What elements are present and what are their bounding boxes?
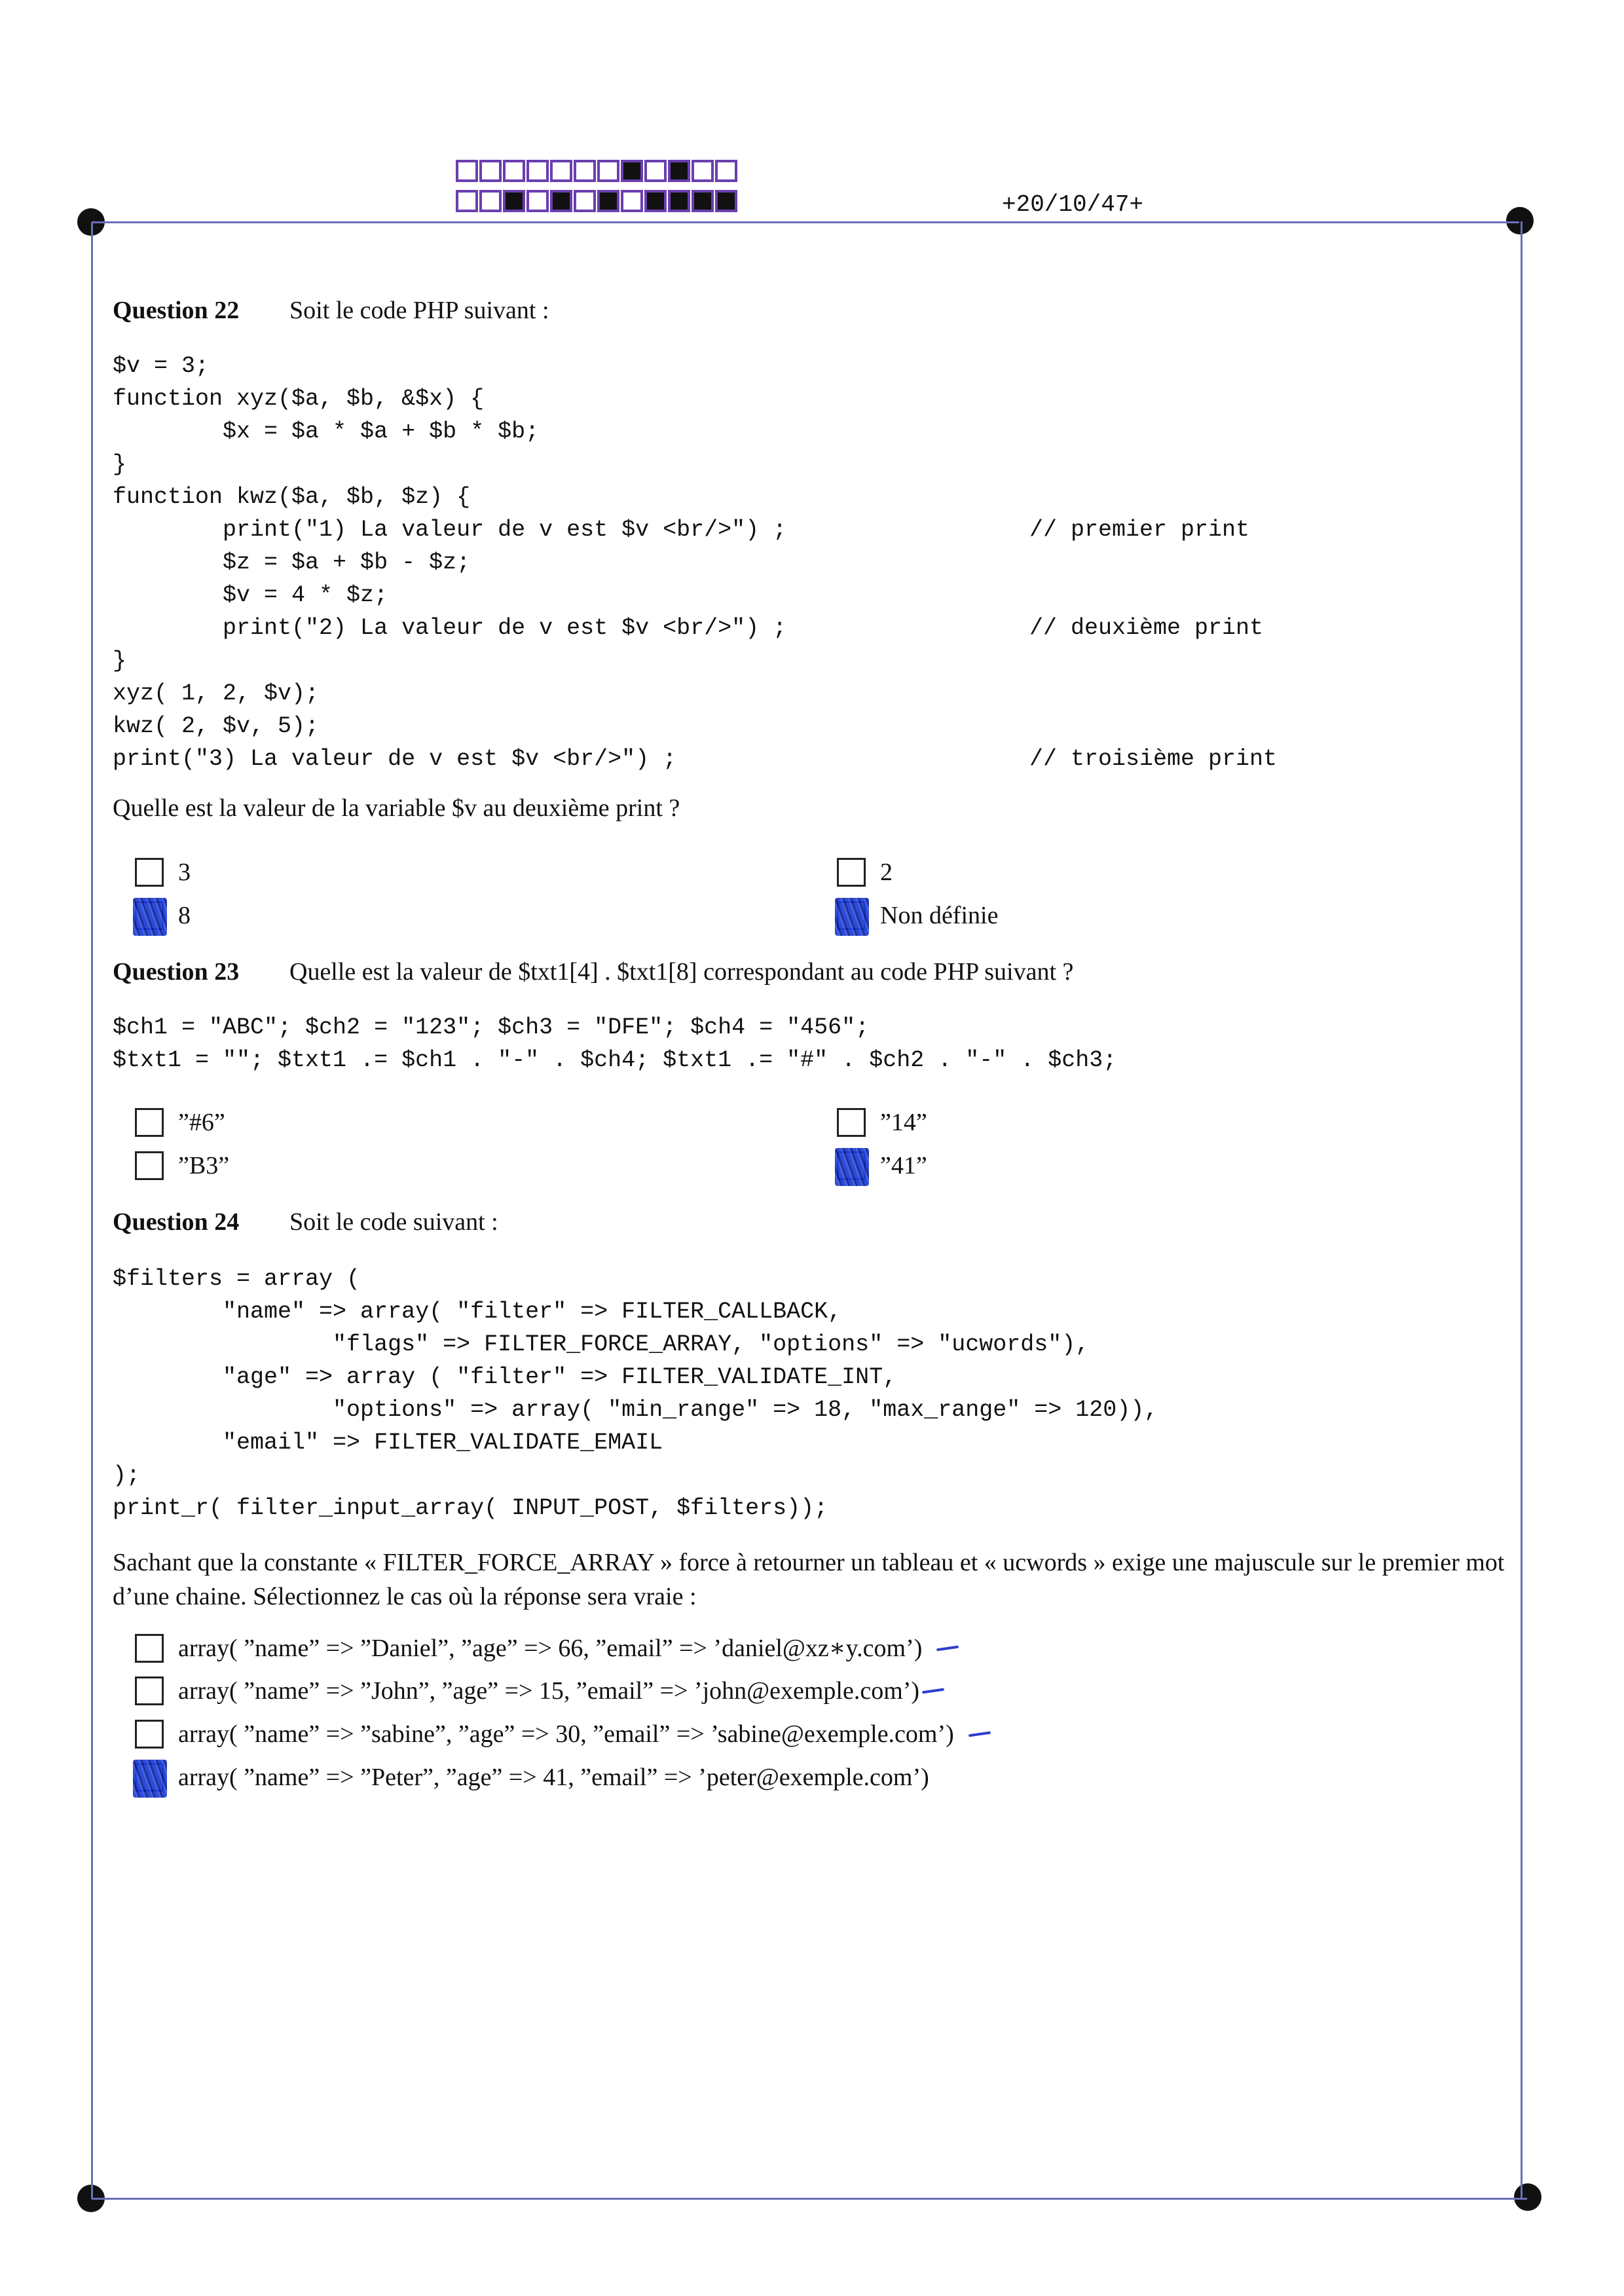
option-label: 8 <box>178 902 191 929</box>
id-box-empty <box>597 160 619 182</box>
code-block-q23 <box>113 1011 1116 1077</box>
checkbox-checked[interactable] <box>135 901 164 930</box>
q23-option-4[interactable] <box>837 1151 927 1180</box>
id-box-filled <box>550 190 572 212</box>
id-box-empty <box>456 160 478 182</box>
id-box-filled <box>503 190 525 212</box>
code-line <box>113 1263 1158 1295</box>
question-24-title <box>113 1208 498 1236</box>
option-label: array( ”name” => ”Daniel”, ”age” => 66, ”email” => ’daniel@xz∗y.com’) <box>178 1635 923 1662</box>
question-number: Question 23 <box>113 958 240 986</box>
checkbox-checked[interactable] <box>837 1151 866 1180</box>
question-number: Question 22 <box>113 297 240 324</box>
frame-bottom <box>92 2198 1527 2200</box>
checkbox-checked[interactable] <box>837 901 866 930</box>
q24-option-2[interactable] <box>135 1676 944 1705</box>
frame-right <box>1521 221 1522 2198</box>
id-box-empty <box>574 160 596 182</box>
code-comment: // troisième print <box>1029 746 1278 772</box>
checkbox[interactable] <box>135 1634 164 1663</box>
question-intro: Soit le code suivant : <box>289 1208 498 1236</box>
code-text: "name" => array( "filter" => FILTER_CALLBACK, <box>113 1299 842 1325</box>
code-text: function xyz($a, $b, &$x) { <box>113 386 485 412</box>
option-label: ”41” <box>880 1152 927 1179</box>
code-comment: // deuxième print <box>1029 615 1264 641</box>
checkbox[interactable] <box>135 1108 164 1137</box>
code-line <box>113 382 786 415</box>
code-text: "flags" => FILTER_FORCE_ARRAY, "options" => "ucwords"), <box>113 1331 1090 1358</box>
code-text: kwz( 2, $v, 5); <box>113 713 320 739</box>
code-line <box>113 1394 1158 1426</box>
id-box-empty <box>644 160 667 182</box>
q23-option-2[interactable] <box>837 1108 927 1137</box>
code-text: xyz( 1, 2, $v); <box>113 680 320 707</box>
id-code-row-2 <box>456 190 739 212</box>
code-line <box>113 710 786 743</box>
code-text: $x = $a * $a + $b * $b; <box>113 418 540 445</box>
frame-top <box>92 221 1519 223</box>
option-label: 2 <box>880 859 893 886</box>
code-text: print("2) La valeur de v est $v <br/>") ; <box>113 615 787 641</box>
code-comment: // premier print <box>1029 517 1250 543</box>
code-line <box>113 1459 1158 1492</box>
code-text: ); <box>113 1462 141 1489</box>
sheet-id: +20/10/47+ <box>1002 191 1144 218</box>
checkbox-checked[interactable] <box>135 1763 164 1792</box>
question-number: Question 24 <box>113 1208 240 1236</box>
code-block-q24 <box>113 1263 1158 1525</box>
id-box-filled <box>715 190 737 212</box>
code-line <box>113 1044 1116 1077</box>
id-code-row-1 <box>456 160 739 182</box>
question-23-title <box>113 957 1073 986</box>
checkbox[interactable] <box>135 858 164 887</box>
option-label: array( ”name” => ”John”, ”age” => 15, ”email” => ’john@exemple.com’) <box>178 1677 920 1705</box>
code-text: } <box>113 451 127 477</box>
question-intro: Soit le code PHP suivant : <box>289 297 549 324</box>
code-line <box>113 579 786 612</box>
code-text: $z = $a + $b - $z; <box>113 549 471 576</box>
code-text: $ch1 = "ABC"; $ch2 = "123"; $ch3 = "DFE"; $ch4 = "456"; <box>113 1014 870 1041</box>
checkbox[interactable] <box>135 1720 164 1749</box>
q22-option-3[interactable] <box>135 901 191 930</box>
id-box-empty <box>550 160 572 182</box>
code-text: function kwz($a, $b, $z) { <box>113 484 471 510</box>
q24-option-1[interactable] <box>135 1633 959 1663</box>
code-text: print_r( filter_input_array( INPUT_POST, $filters)); <box>113 1495 828 1521</box>
id-box-empty <box>479 190 502 212</box>
id-box-empty <box>621 190 643 212</box>
code-line <box>113 546 786 579</box>
code-line <box>113 415 786 448</box>
option-label: ”14” <box>880 1109 927 1136</box>
frame-left <box>91 223 93 2199</box>
q24-option-3[interactable] <box>135 1720 991 1749</box>
code-line <box>113 1328 1158 1361</box>
q23-option-1[interactable] <box>135 1108 225 1137</box>
option-label: ”B3” <box>178 1152 230 1179</box>
checkbox[interactable] <box>837 1108 866 1137</box>
code-line <box>113 1361 1158 1394</box>
id-box-filled <box>692 190 714 212</box>
code-line <box>113 644 786 677</box>
registration-mark-top-right <box>1506 207 1534 234</box>
id-box-empty <box>574 190 596 212</box>
code-line <box>113 448 786 481</box>
code-line <box>113 350 786 382</box>
code-text: "options" => array( "min_range" => 18, "max_range" => 120)), <box>113 1397 1158 1423</box>
option-label: 3 <box>178 859 191 886</box>
q23-option-3[interactable] <box>135 1151 229 1180</box>
code-text: $v = 4 * $z; <box>113 582 388 608</box>
id-box-empty <box>479 160 502 182</box>
id-box-filled <box>621 160 643 182</box>
id-box-empty <box>526 160 549 182</box>
id-box-empty <box>456 190 478 212</box>
checkbox[interactable] <box>135 1676 164 1705</box>
option-label: ”#6” <box>178 1109 225 1136</box>
code-line <box>113 1426 1158 1459</box>
question-intro: Quelle est la valeur de $txt1[4] . $txt1[8] correspondant au code PHP suivant ? <box>289 958 1074 986</box>
code-text: $filters = array ( <box>113 1266 361 1292</box>
id-box-filled <box>668 160 690 182</box>
code-line <box>113 743 1278 775</box>
checkbox[interactable] <box>135 1151 164 1180</box>
pen-dash-mark <box>936 1645 959 1651</box>
registration-mark-bottom-right <box>1514 2183 1541 2211</box>
code-text: "email" => FILTER_VALIDATE_EMAIL <box>113 1430 663 1456</box>
q22-option-2[interactable] <box>837 858 893 887</box>
question-22-title <box>113 296 549 325</box>
code-block-q22 <box>113 350 1278 775</box>
code-text: "age" => array ( "filter" => FILTER_VALIDATE_INT, <box>113 1364 897 1390</box>
q22-option-1[interactable] <box>135 858 191 887</box>
id-box-filled <box>597 190 619 212</box>
checkbox[interactable] <box>837 858 866 887</box>
id-box-empty <box>715 160 737 182</box>
id-box-filled <box>668 190 690 212</box>
question-22-prompt: Quelle est la valeur de la variable $v au deuxième print ? <box>113 794 680 822</box>
code-line <box>113 1492 1158 1525</box>
code-line <box>113 513 1250 546</box>
code-line <box>113 1295 1158 1328</box>
code-text: $txt1 = ""; $txt1 .= $ch1 . "-" . $ch4; $txt1 .= "#" . $ch2 . "-" . $ch3; <box>113 1047 1117 1073</box>
code-text: print("1) La valeur de v est $v <br/>") ; <box>113 517 787 543</box>
q22-option-4[interactable] <box>837 901 998 930</box>
code-line <box>113 612 1264 644</box>
id-box-empty <box>503 160 525 182</box>
id-box-filled <box>644 190 667 212</box>
q24-option-4[interactable] <box>135 1763 929 1792</box>
code-text: $v = 3; <box>113 353 210 379</box>
option-label: array( ”name” => ”sabine”, ”age” => 30, ”email” => ’sabine@exemple.com’) <box>178 1720 954 1748</box>
code-text: } <box>113 648 127 674</box>
option-label: Non définie <box>880 902 999 929</box>
code-line <box>113 677 786 710</box>
code-line <box>113 481 786 513</box>
question-24-prompt: Sachant que la constante « FILTER_FORCE_ARRAY » force à retourner un tableau et « ucwords » exige une majuscule sur le premier mot d’une chaine. Sélectionnez le cas où la réponse sera vraie : <box>113 1549 1505 1610</box>
id-box-empty <box>526 190 549 212</box>
pen-dash-mark <box>969 1731 991 1737</box>
option-label: array( ”name” => ”Peter”, ”age” => 41, ”email” => ’peter@exemple.com’) <box>178 1764 929 1791</box>
code-text: print("3) La valeur de v est $v <br/>") ; <box>113 746 677 772</box>
pen-dash-mark <box>922 1688 944 1694</box>
code-line <box>113 1011 1116 1044</box>
id-box-empty <box>692 160 714 182</box>
